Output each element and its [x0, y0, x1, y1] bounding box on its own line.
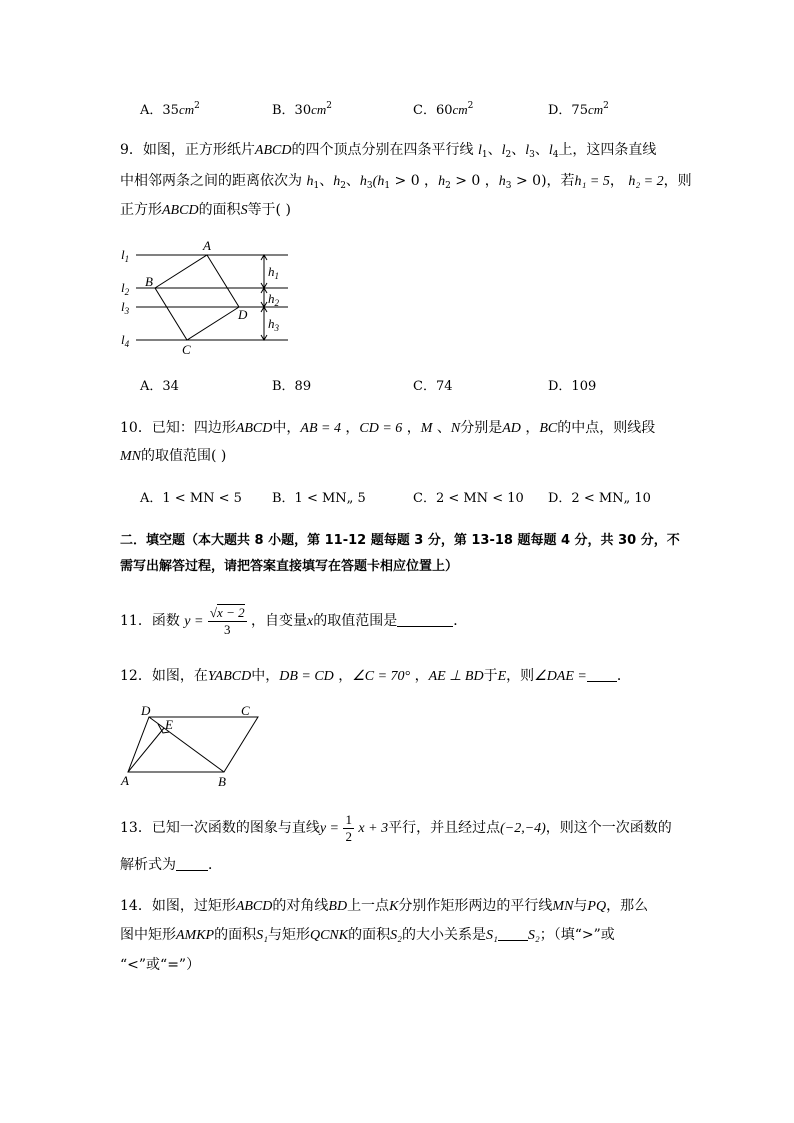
label-c: C — [182, 342, 191, 357]
q14-text-line3: “<”或“=”） — [120, 957, 201, 973]
label-l2: $l_2$ — [121, 280, 130, 297]
q14-text-line2: 图中矩形AMKP的面积S₁与矩形QCNK的面积S₂的大小关系是S₁ S₂；（填“>”或 — [120, 927, 615, 943]
q11-text: 11．函数 y = $\frac{√x - 2}{3}$ ，自变量x的取值范围是 ． — [120, 604, 468, 637]
q11-fraction: $\frac{√x - 2}{3}$ — [209, 604, 245, 637]
q13-fraction: $\frac{1}{2}$ — [345, 811, 352, 844]
q13-text-line2: 解析式为 ． — [120, 857, 222, 873]
q12-answer-blank[interactable] — [587, 667, 617, 682]
parallelogram-abcd — [128, 717, 258, 772]
q8-option-a: A．$35cm^2$ — [140, 101, 200, 118]
q14-text-line1: 14．如图，过矩形ABCD的对角线BD上一点K分别作矩形两边的平行线MN与PQ，那么 — [120, 898, 649, 914]
label-l4: $l_4$ — [121, 332, 130, 349]
q11-answer-blank[interactable] — [397, 612, 453, 627]
label-a: A — [203, 238, 211, 253]
q9-option-c: C．74 — [413, 379, 453, 394]
q9-option-a: A．34 — [140, 379, 179, 394]
q9-text-line2: 中相邻两条之间的距离依次为 $h_1$、$h_2$、$h_3(h_1 > 0$ ，$h_2 > 0$ ，$h_3 > 0$)，若h₁ = 5， h₂ = 2，则 — [120, 173, 692, 191]
q8-option-c: C．$60cm^2$ — [413, 101, 474, 118]
label-b: B — [145, 274, 153, 289]
label-e: E — [165, 717, 173, 732]
q10-text-line2: MN的取值范围( ) — [120, 448, 227, 464]
q9-text-line1: 9．如图，正方形纸片ABCD的四个顶点分别在四条平行线 $l_1$、$l_2$、$l_3$、$l_4$上，这四条直线 — [120, 142, 657, 160]
q12-text: 12．如图，在YABCD中，DB = CD ，∠C = 70° ，AE ⊥ BD于E，则∠DAE = ． — [120, 668, 631, 684]
section2-heading-line1: 二．填空题（本大题共 8 小题，第 11-12 题每题 3 分，第 13-18 题每题 4 分，共 30 分，不 — [120, 533, 680, 548]
q10-option-b: B．1 < MN„ 5 — [272, 491, 366, 506]
q13-answer-blank[interactable] — [176, 856, 208, 871]
section2-heading-line2: 需写出解答过程，请把答案直接填写在答题卡相应位置上） — [120, 559, 459, 574]
label-c: C — [241, 703, 250, 718]
perpendicular-ae — [128, 728, 164, 772]
label-d: D — [238, 307, 248, 322]
q10-text-line1: 10．已知：四边形ABCD中，AB = 4 ，CD = 6 ，M 、N分别是AD ，BC的中点，则线段 — [120, 420, 656, 436]
label-l3: $l_3$ — [121, 299, 130, 316]
square-abcd — [155, 255, 239, 340]
q9-option-b: B．89 — [272, 379, 312, 394]
q9-figure — [112, 236, 297, 361]
q10-option-c: C．2 < MN < 10 — [413, 491, 524, 506]
label-b: B — [218, 774, 226, 789]
q14-answer-blank[interactable] — [498, 926, 528, 941]
q13-text-line1: 13．已知一次函数的图象与直线y = $\frac{1}{2}$ x + 3平行，并且经过点(−2,−4)，则这个一次函数的 — [120, 811, 672, 844]
q9-text-line3: 正方形ABCD的面积S等于( ) — [120, 202, 291, 218]
q8-option-b: B．$30cm^2$ — [272, 101, 333, 118]
q10-option-d: D．2 < MN„ 10 — [548, 491, 651, 506]
label-d: D — [141, 703, 151, 718]
label-l1: $l_1$ — [121, 247, 130, 264]
q12-figure — [116, 702, 266, 792]
label-h3: $h_3$ — [268, 316, 279, 333]
diagonal-bd — [149, 717, 224, 772]
q9-option-d: D．109 — [548, 379, 597, 394]
q10-option-a: A．1 < MN < 5 — [140, 491, 242, 506]
q8-option-d: D．$75cm^2$ — [548, 101, 609, 118]
label-a: A — [121, 773, 129, 788]
label-h2: $h_2$ — [268, 291, 279, 308]
label-h1: $h_1$ — [268, 264, 279, 281]
